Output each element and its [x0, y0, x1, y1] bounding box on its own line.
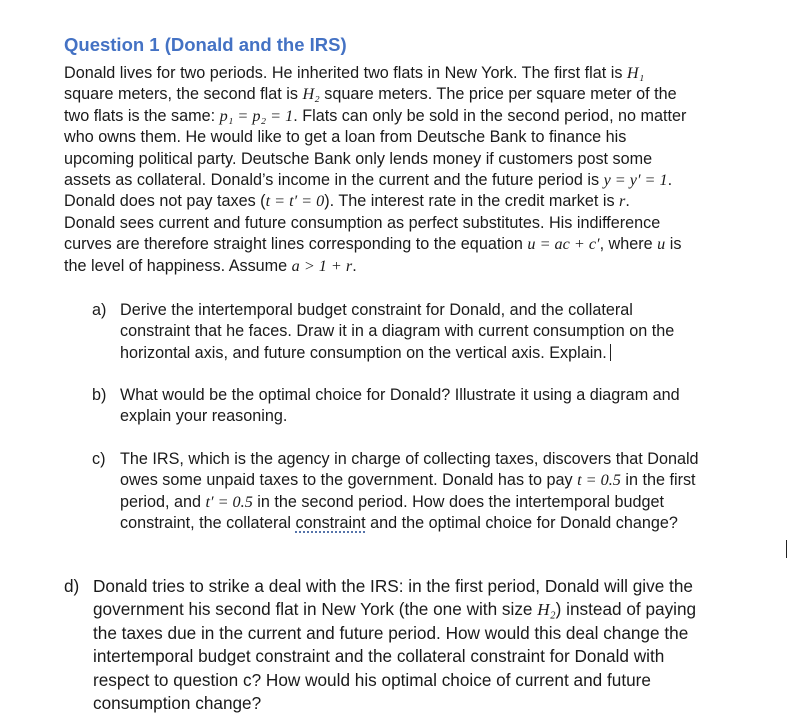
intro-paragraph — [64, 63, 764, 277]
question-b-line: What would be the optimal choice for Donald? Illustrate it using a diagram and — [120, 386, 680, 404]
question-d-line: consumption change? — [93, 693, 262, 714]
intro-line: Donald lives for two periods. He inherited two flats in New York. The first flat is H₁ — [64, 64, 645, 82]
question-c-label: c) — [92, 450, 106, 468]
question-c-line: owes some unpaid taxes to the government. Donald has to pay t = 0.5 in the first — [120, 471, 696, 490]
intro-line: Donald sees current and future consumption as perfect substitutes. His indifference — [64, 213, 661, 232]
question-d-label: d) — [64, 576, 80, 596]
spellcheck-underline[interactable]: constraint — [295, 514, 366, 533]
question-d-line: respect to question c? How would his optimal choice of current and future — [93, 669, 651, 690]
intro-line: the level of happiness. Assume a > 1 + r. — [64, 256, 357, 275]
text-cursor-right — [786, 540, 787, 558]
question-b-line: explain your reasoning. — [120, 407, 288, 426]
question-a-line: Derive the intertemporal budget constraint for Donald, and the collateral — [120, 301, 633, 319]
intro-line: assets as collateral. Donald’s income in the current and the future period is y = y′ = 1. — [64, 171, 673, 190]
question-a-line[interactable]: horizontal axis, and future consumption on the vertical axis. Explain. — [120, 343, 674, 364]
text-cursor — [610, 344, 611, 361]
intro-line: curves are therefore straight lines corresponding to the equation u = ac + c′, where u is — [64, 235, 682, 254]
question-a-label: a) — [92, 301, 107, 319]
question-title: Question 1 (Donald and the IRS) — [64, 34, 347, 55]
intro-line: square meters, the second flat is H₂ square meters. The price per square meter of the — [64, 85, 677, 104]
intro-line: who owns them. He would like to get a loan from Deutsche Bank to finance his — [64, 128, 627, 147]
intro-line: two flats is the same: p₁ = p₂ = 1. Flats can only be sold in the second period, no matter — [64, 106, 687, 125]
question-d-line: the taxes due in the current and future period. How would this deal change the — [93, 622, 689, 643]
question-c-line: constraint, the collateral constraint and the optimal choice for Donald change? — [120, 514, 678, 533]
question-c-line: period, and t′ = 0.5 in the second period. How does the intertemporal budget — [120, 492, 665, 511]
question-d-line: government his second flat in New York (the one with size H₂) instead of paying — [93, 599, 697, 620]
question-d-line: Donald tries to strike a deal with the IRS: in the first period, Donald will give the — [93, 576, 693, 596]
intro-line: Donald does not pay taxes (t = t′ = 0). The interest rate in the credit market is r. — [64, 192, 630, 211]
question-c-line: The IRS, which is the agency in charge of collecting taxes, discovers that Donald — [120, 450, 699, 468]
question-a-line: constraint that he faces. Draw it in a diagram with current consumption on the — [120, 322, 675, 341]
question-d-line: intertemporal budget constraint and the collateral constraint for Donald with — [93, 646, 665, 667]
question-b-label: b) — [92, 386, 107, 404]
intro-line: upcoming political party. Deutsche Bank only lends money if customers post some — [64, 149, 653, 168]
